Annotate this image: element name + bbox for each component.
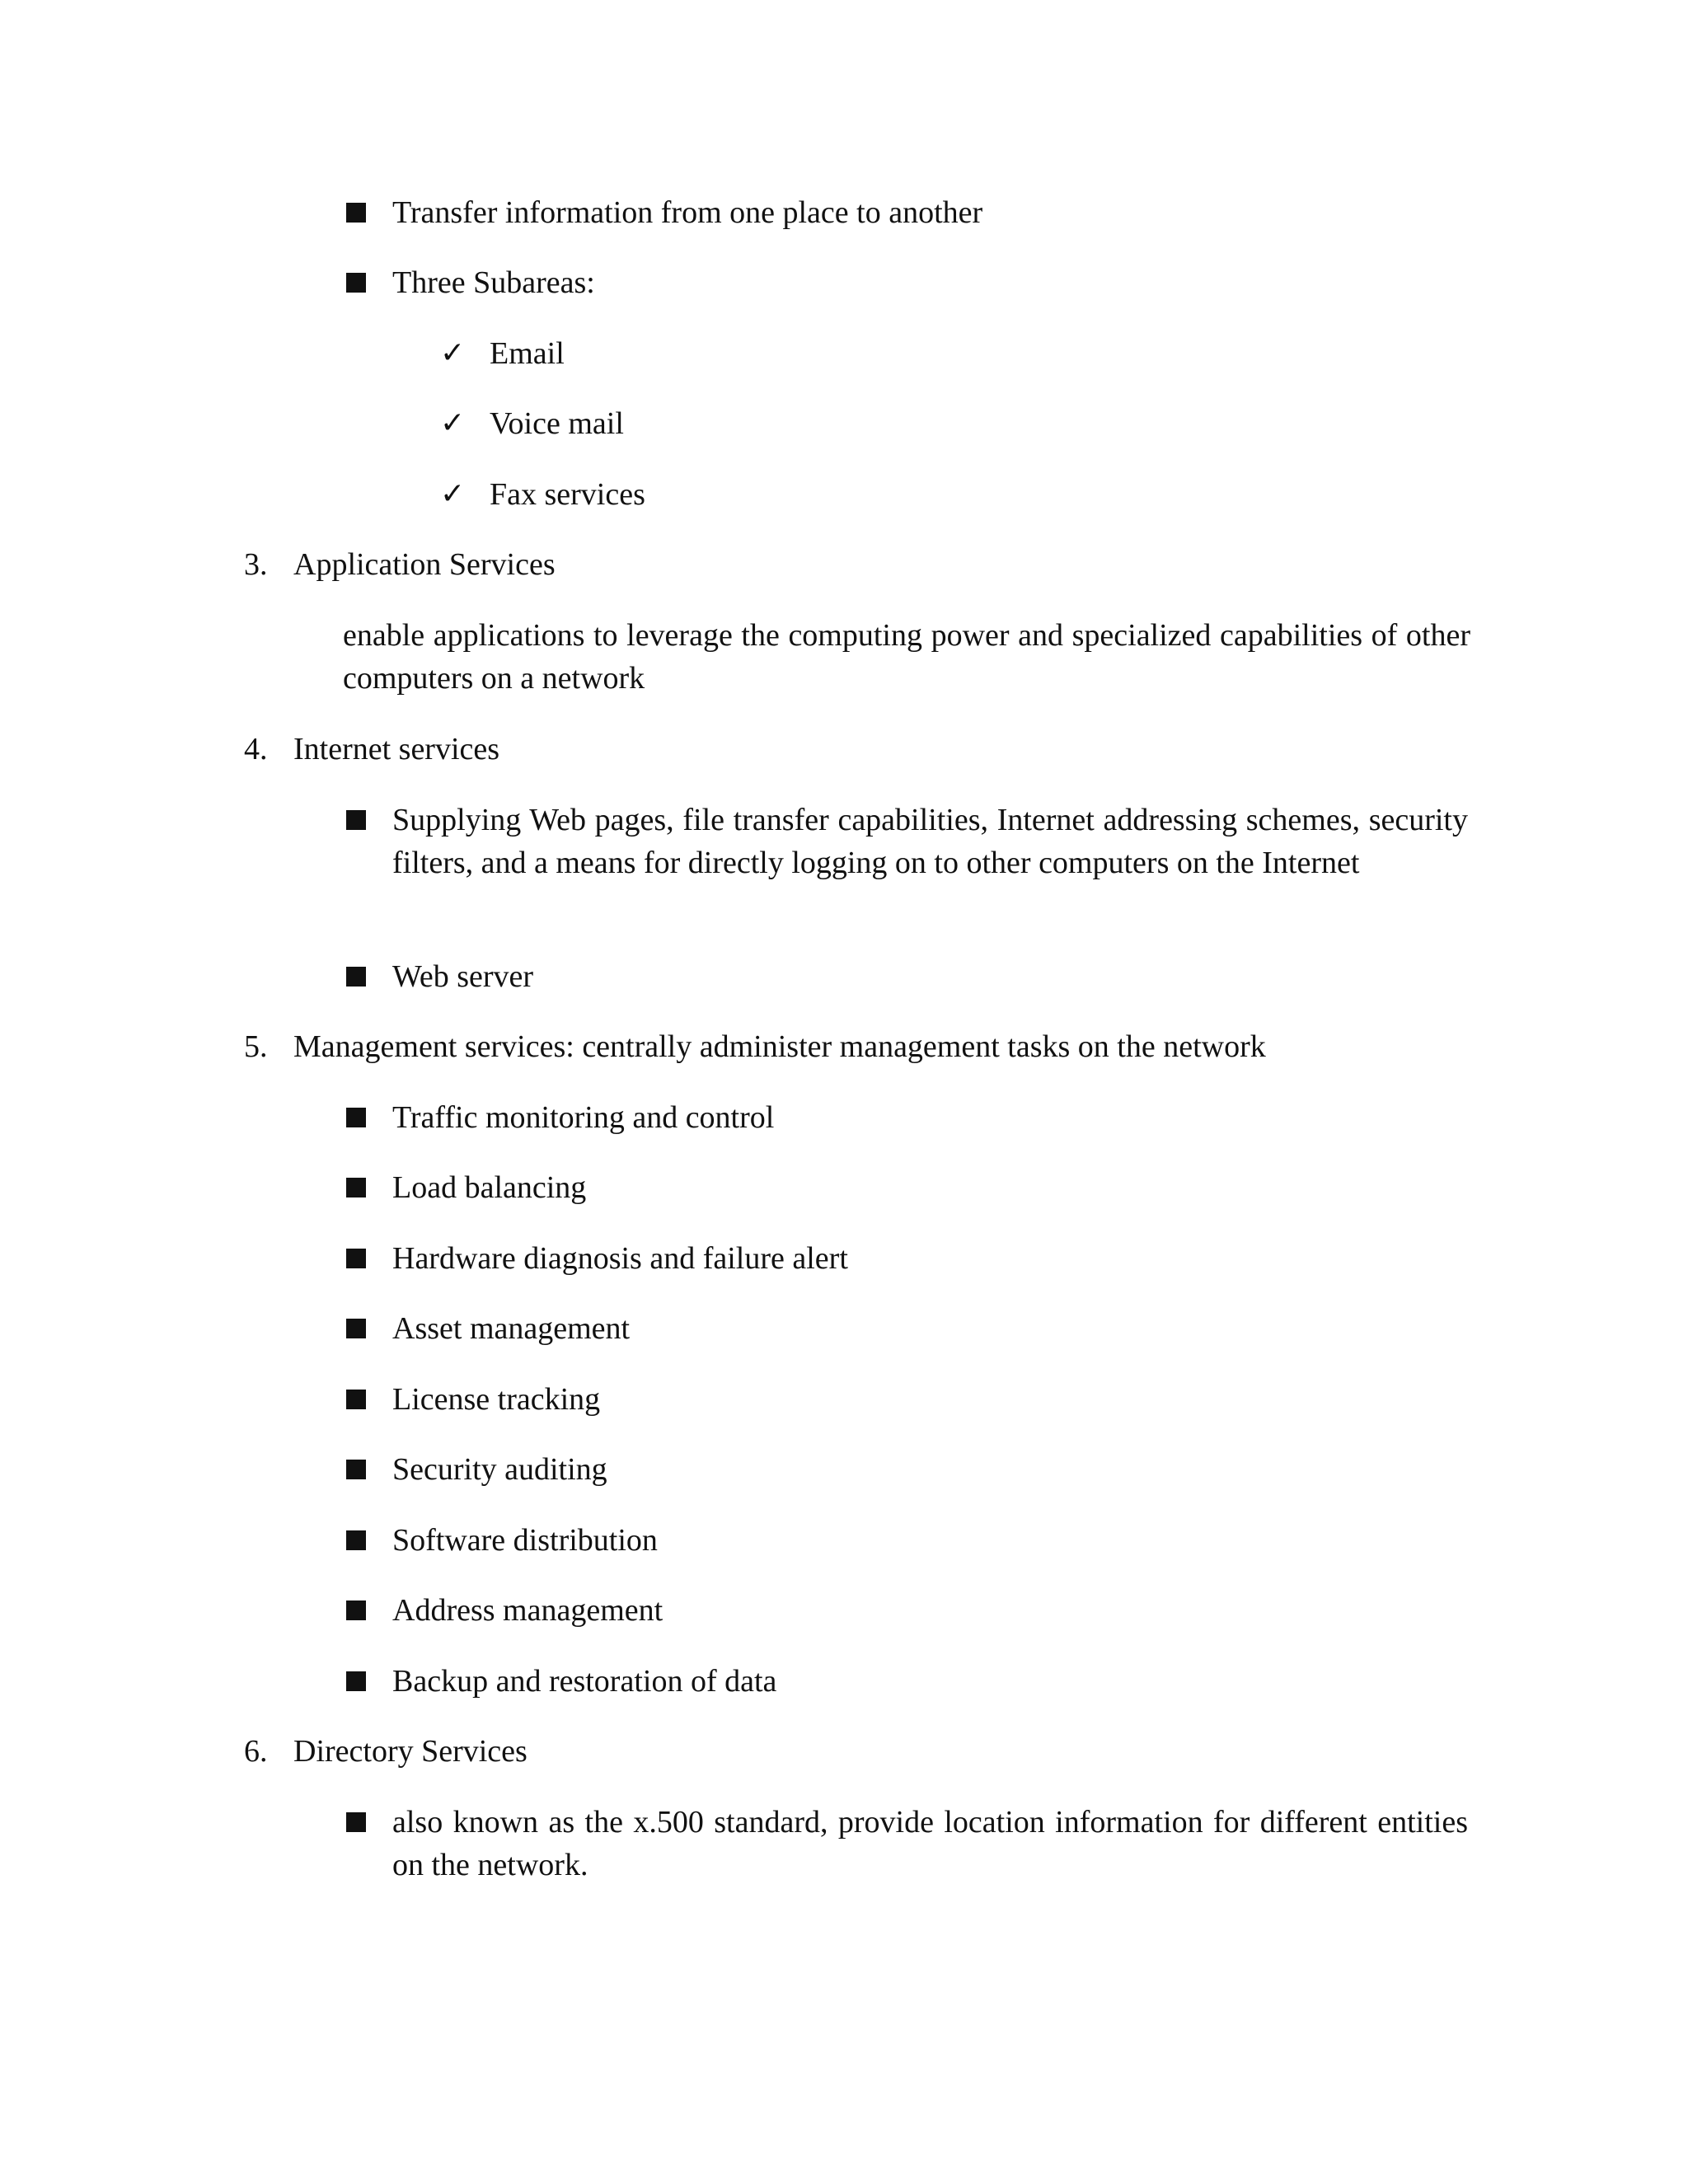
square-bullet-icon: [346, 1460, 366, 1479]
section-title: Management services: centrally administer management tasks on the network: [293, 1029, 1266, 1064]
subarea-item: Email: [490, 336, 565, 371]
bullet-item: Software distribution: [392, 1523, 658, 1558]
subarea-item: Fax services: [490, 477, 645, 512]
bullet-item: Address management: [392, 1593, 663, 1628]
section-number: 5.: [244, 1029, 268, 1064]
square-bullet-icon: [346, 203, 366, 223]
bullet-item: Three Subareas:: [392, 265, 595, 300]
square-bullet-icon: [346, 273, 366, 293]
checkmark-icon: ✓: [440, 406, 466, 440]
square-bullet-icon: [346, 1108, 366, 1127]
section-title: Directory Services: [293, 1734, 528, 1769]
square-bullet-icon: [346, 1601, 366, 1620]
subarea-item: Voice mail: [490, 406, 624, 441]
section-number: 4.: [244, 732, 268, 766]
bullet-item: Security auditing: [392, 1452, 607, 1487]
square-bullet-icon: [346, 1530, 366, 1550]
checkmark-icon: ✓: [440, 336, 466, 370]
section-paragraph: enable applications to leverage the computing power and specialized capabilities of other computers on a network: [343, 618, 1470, 696]
section-number: 3.: [244, 547, 268, 582]
bullet-item: Traffic monitoring and control: [392, 1100, 775, 1135]
square-bullet-icon: [346, 967, 366, 987]
bullet-item: License tracking: [392, 1382, 601, 1417]
square-bullet-icon: [346, 1671, 366, 1691]
square-bullet-icon: [346, 810, 366, 830]
bullet-item: Hardware diagnosis and failure alert: [392, 1241, 848, 1276]
checkmark-icon: ✓: [440, 477, 466, 511]
section-number: 6.: [244, 1734, 268, 1769]
bullet-item: also known as the x.500 standard, provide location information for different entities on the network.: [392, 1805, 1468, 1882]
bullet-item: Load balancing: [392, 1170, 587, 1205]
section-title: Application Services: [293, 547, 556, 582]
section-title: Internet services: [293, 732, 500, 766]
bullet-item: Transfer information from one place to another: [392, 195, 983, 230]
square-bullet-icon: [346, 1178, 366, 1197]
square-bullet-icon: [346, 1249, 366, 1268]
bullet-item: Asset management: [392, 1311, 631, 1346]
bullet-item: Web server: [392, 959, 534, 994]
square-bullet-icon: [346, 1319, 366, 1338]
square-bullet-icon: [346, 1390, 366, 1409]
bullet-item: Supplying Web pages, file transfer capabilities, Internet addressing schemes, security filters, and a means for directly logging on to other computers on the Internet: [392, 803, 1468, 880]
square-bullet-icon: [346, 1812, 366, 1832]
bullet-item: Backup and restoration of data: [392, 1664, 777, 1699]
